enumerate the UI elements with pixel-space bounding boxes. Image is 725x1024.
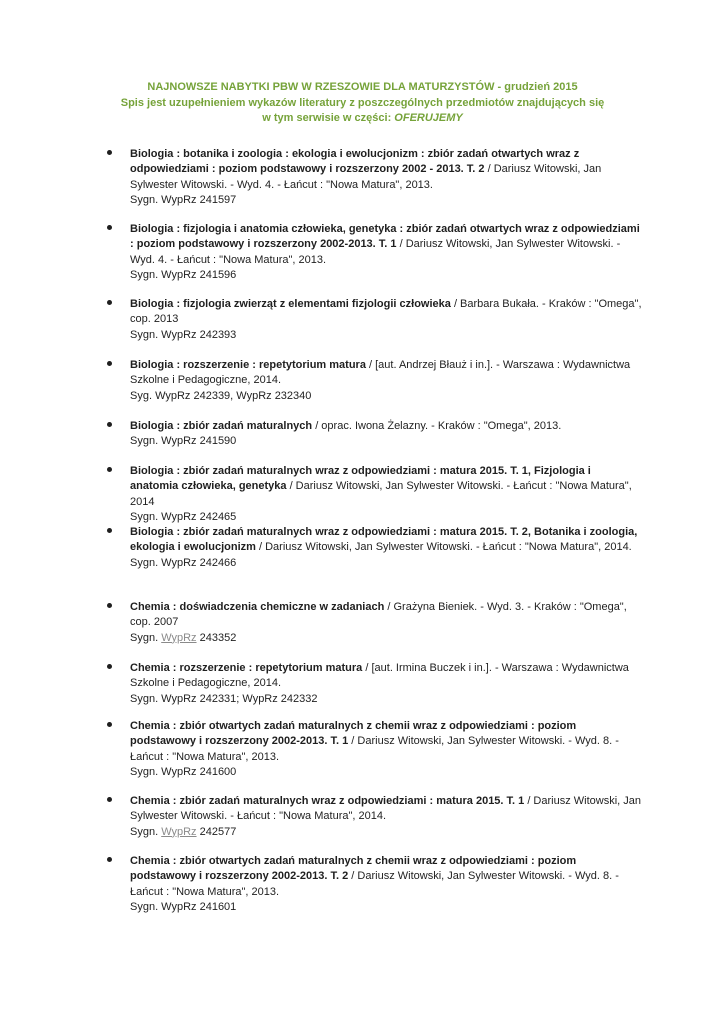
signature-text: Sygn. WypRz 242331; WypRz 242332 [130, 692, 318, 705]
entry-details: / Barbara Bukała. - Kraków : "Omega", cop. 2013 [130, 298, 642, 326]
entry-text [130, 358, 642, 404]
entry-title: Chemia : zbiór zadań maturalnych wraz z odpowiedziami : matura 2015. T. 1 [130, 795, 525, 807]
bullet-icon [107, 797, 112, 802]
entry-details: / oprac. Iwona Żelazny. - Kraków : "Omega", 2013. [312, 420, 562, 432]
signature-number: 243352 [196, 631, 237, 644]
bullet-icon [107, 300, 112, 305]
entry-title: Chemia : zbiór otwartych zadań maturalnych z chemii wraz z odpowiedziami : poziom podstawowy i rozszerzony 2002-2013. T. 1 [130, 720, 577, 748]
entry-signature [130, 510, 642, 525]
entry-title: Biologia : fizjologia zwierząt z elementami fizjologii człowieka [130, 298, 451, 310]
entry-title: Biologia : zbiór zadań maturalnych wraz z odpowiedziami : matura 2015. T. 1, Fizjologia i anatomia człowieka, genetyka [130, 465, 591, 493]
bullet-icon [107, 857, 112, 862]
signature-text: Sygn. WypRz 241601 [130, 900, 237, 913]
entry-text [130, 854, 642, 915]
signature-text: Syg. WypRz 242339, WypRz 232340 [130, 389, 312, 402]
header-line-3-prefix: w tym serwisie w części: [262, 112, 395, 124]
entry-title: Biologia : fizjologia i anatomia człowieka, genetyka : zbiór zadań otwartych wraz z odpowiedziami : poziom podstawowy i rozszerzony 2002-2013. T. 1 [130, 223, 640, 251]
entry-signature [130, 389, 642, 404]
header-title: NAJNOWSZE NABYTKI PBW W RZESZOWIE DLA MATURZYSTÓW [147, 81, 495, 93]
entry-title: Chemia : doświadczenia chemiczne w zadaniach [130, 601, 385, 613]
bullet-icon [107, 422, 112, 427]
entry-signature [130, 556, 642, 571]
entry-title: Biologia : rozszerzenie : repetytorium matura [130, 359, 366, 371]
entry-details: / [aut. Irmina Buczek i in.]. - Warszawa : Wydawnictwa Szkolne i Pedagogiczne, 2014. [130, 662, 629, 690]
signature-text: Sygn. WypRz 242466 [130, 556, 237, 569]
bullet-icon [107, 528, 112, 533]
entry-details: / [aut. Andrzej Błauż i in.]. - Warszawa : Wydawnictwa Szkolne i Pedagogiczne, 2014. [130, 359, 631, 387]
header-oferujemy-link[interactable]: OFERUJEMY [394, 112, 463, 124]
signature-link[interactable]: WypRz [161, 825, 197, 838]
entry-text [130, 661, 642, 707]
entry-title: Chemia : zbiór otwartych zadań maturalnych z chemii wraz z odpowiedziami : poziom podstawowy i rozszerzony 2002-2013. T. 2 [130, 855, 577, 883]
bullet-icon [107, 467, 112, 472]
signature-text: Sygn. [130, 825, 162, 838]
entry-text [130, 525, 642, 571]
bullet-icon [107, 603, 112, 608]
entry-signature [130, 900, 642, 915]
entry-text [130, 419, 642, 450]
signature-text: Sygn. WypRz 241597 [130, 193, 237, 206]
entry-details: / Dariusz Witowski, Jan Sylwester Witowski. - Wyd. 8. - Łańcut : "Nowa Matura", 2013. [130, 870, 619, 898]
entry-signature [130, 631, 642, 646]
entry-title: Chemia : rozszerzenie : repetytorium matura [130, 662, 363, 674]
entry-text [130, 719, 642, 780]
signature-text: Sygn. WypRz 241590 [130, 435, 237, 448]
bullet-icon [107, 664, 112, 669]
entry-details: / Grażyna Bieniek. - Wyd. 3. - Kraków : "Omega", cop. 2007 [130, 601, 627, 629]
entry-details: / Dariusz Witowski, Jan Sylwester Witowski. - Łańcut : "Nowa Matura", 2014 [130, 480, 632, 508]
entry-title: Biologia : zbiór zadań maturalnych wraz z odpowiedziami : matura 2015. T. 2, Botanika i zoologia, ekologia i ewolucjonizm [130, 526, 638, 554]
entry-title: Biologia : botanika i zoologia : ekologia i ewolucjonizm : zbiór zadań otwartych wraz z odpowiedziami : poziom podstawowy i rozszerzony 2002 - 2013. T. 2 [130, 148, 580, 176]
entry-title: Biologia : zbiór zadań maturalnych [130, 420, 313, 432]
signature-text: Sygn. WypRz 241596 [130, 268, 237, 281]
entry-details: / Dariusz Witowski, Jan Sylwester Witowski. - Wyd. 4. - Łańcut : "Nowa Matura", 2013. [130, 238, 621, 266]
entry-text [130, 464, 642, 525]
header-line-3 [0, 111, 725, 127]
signature-text: Sygn. WypRz 242465 [130, 510, 237, 523]
bullet-icon [107, 150, 112, 155]
header-line-2: Spis jest uzupełnieniem wykazów literatury z poszczególnych przedmiotów znajdujących się [120, 96, 605, 109]
entry-signature [130, 328, 642, 343]
bullet-icon [107, 361, 112, 366]
entry-details: / Dariusz Witowski, Jan Sylwester Witowski. - Wyd. 8. - Łańcut : "Nowa Matura", 2013. [130, 735, 619, 763]
signature-number: 242577 [196, 825, 237, 838]
entry-text [130, 147, 642, 208]
signature-link[interactable]: WypRz [161, 631, 197, 644]
page-header [0, 80, 725, 127]
entry-signature [130, 825, 642, 840]
entry-signature [130, 692, 642, 707]
signature-text: Sygn. [130, 631, 162, 644]
signature-text: Sygn. WypRz 242393 [130, 328, 237, 341]
entry-details: / Dariusz Witowski, Jan Sylwester Witowski. - Łańcut : "Nowa Matura", 2014. [255, 541, 632, 554]
entry-details: / Dariusz Witowski, Jan Sylwester Witowski. - Łańcut : "Nowa Matura", 2014. [130, 795, 642, 823]
entry-text [130, 297, 642, 343]
entry-text [130, 600, 642, 646]
entry-signature [130, 765, 642, 780]
header-line-1 [0, 80, 725, 96]
signature-text: Sygn. WypRz 241600 [130, 765, 237, 778]
bullet-icon [107, 722, 112, 727]
entry-text [130, 794, 642, 840]
bullet-icon [107, 225, 112, 230]
entry-signature [130, 434, 642, 449]
entry-text [130, 222, 642, 283]
header-date: - grudzień 2015 [494, 81, 578, 93]
entry-signature [130, 268, 642, 283]
entry-details: / Dariusz Witowski, Jan Sylwester Witowski. - Wyd. 4. - Łańcut : "Nowa Matura", 2013. [130, 163, 602, 191]
entry-signature [130, 193, 642, 208]
